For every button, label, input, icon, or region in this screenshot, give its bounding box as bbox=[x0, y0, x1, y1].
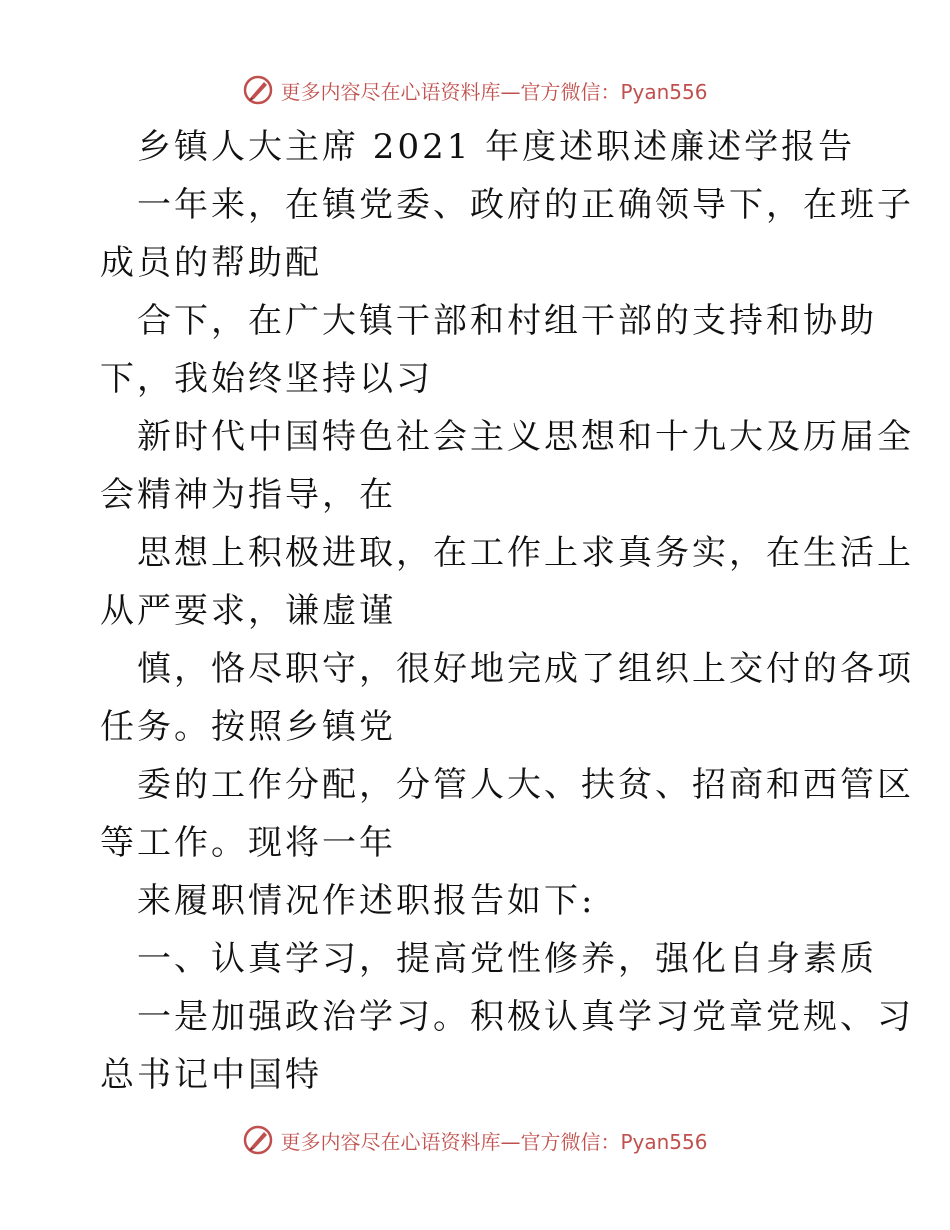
section-heading: 一、认真学习，提高党性修养，强化自身素质 bbox=[137, 939, 877, 979]
text-line: 委的工作分配，分管人大、扶贫、招商和西管区 bbox=[137, 765, 914, 805]
text-line: 一年来，在镇党委、政府的正确领导下，在班子 bbox=[137, 185, 914, 225]
text-line: 成员的帮助配 bbox=[100, 243, 322, 283]
quill-pen-logo-icon bbox=[242, 1124, 274, 1156]
document-body bbox=[100, 118, 914, 1104]
text-line: 会精神为指导，在 bbox=[100, 475, 396, 515]
text-line: 新时代中国特色社会主义思想和十九大及历届全 bbox=[137, 417, 914, 457]
text-line: 总书记中国特 bbox=[100, 1055, 322, 1095]
document-title: 乡镇人大主席 2021 年度述职述廉述学报告 bbox=[137, 127, 856, 167]
text-line: 下，我始终坚持以习 bbox=[100, 359, 433, 399]
text-line: 慎，恪尽职守，很好地完成了组织上交付的各项 bbox=[137, 649, 914, 689]
text-line: 任务。按照乡镇党 bbox=[100, 707, 396, 747]
text-line: 来履职情况作述职报告如下: bbox=[137, 881, 596, 921]
watermark-header bbox=[0, 70, 950, 110]
text-line: 一是加强政治学习。积极认真学习党章党规、习 bbox=[137, 997, 914, 1037]
text-line: 等工作。现将一年 bbox=[100, 823, 396, 863]
text-line: 思想上积极进取，在工作上求真务实，在生活上 bbox=[137, 533, 914, 573]
watermark-text: 更多内容尽在心语资料库—官方微信：Pyan556 bbox=[280, 1129, 708, 1154]
quill-pen-logo-icon bbox=[242, 74, 274, 106]
text-line: 从严要求，谦虚谨 bbox=[100, 591, 396, 631]
watermark-text: 更多内容尽在心语资料库—官方微信：Pyan556 bbox=[280, 79, 708, 104]
watermark-footer bbox=[0, 1120, 950, 1160]
text-line: 合下，在广大镇干部和村组干部的支持和协助 bbox=[137, 301, 877, 341]
